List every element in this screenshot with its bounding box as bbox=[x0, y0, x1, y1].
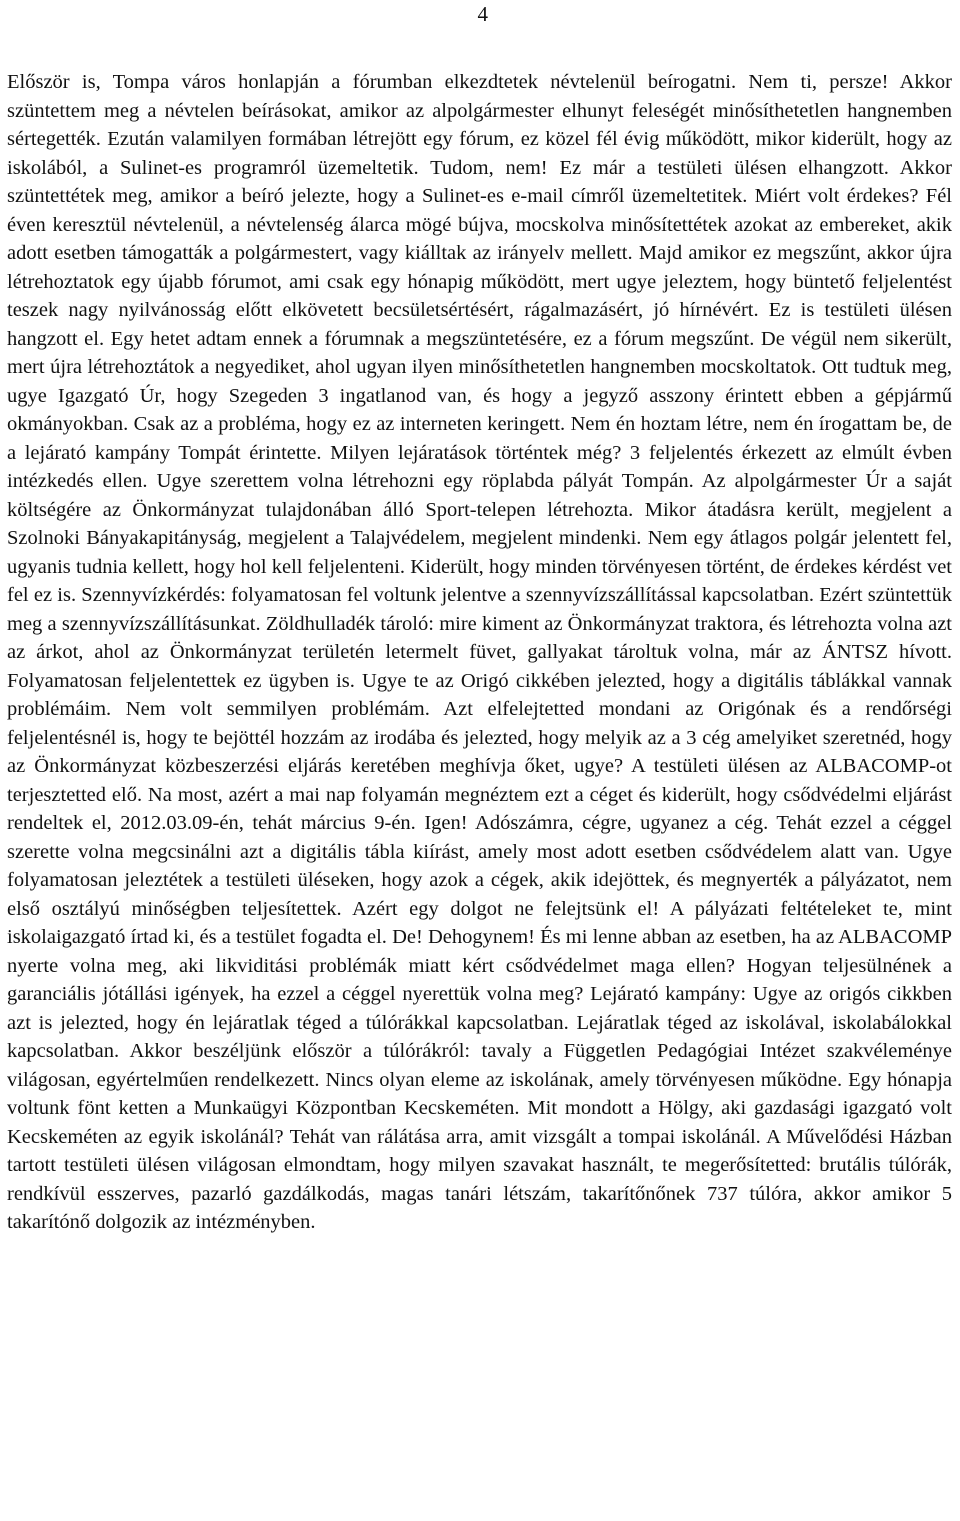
paragraph-segment-3: Fél éven keresztül névtelenül, a névtelenség álarca mögé bújva, mocskolva minősítettétek azokat az embereket, akik adott esetben támogatták a polgármestert, vagy kiálltak az irányelv mellett. Majd amikor ez megszűnt, akkor újra létrehoztatok egy újabb fórumot, ami csak egy hónapig működött, mert ugye jeleztem, hogy büntető feljelentést teszek nagy nyilvánosság előtt elkövetett becsületsértésért, rágalmazásért, jó hírnévért. Ez is testületi ülésen hangzott el. Egy hetet adtam ennek a fórumnak a megszüntetésére, ez a fórum megszűnt. De végül nem sikerült, mert újra létrehoztátok a negyediket, ahol ugyan ilyen minősíthetetlen hangnemben mocskoltatok. Ott tudtuk meg, ugye Igazgató Úr, hogy Szegeden 3 ingatlanod van, és hogy a jegyző asszony érintett ebben a gépjármű okmányokban. Csak az a probléma, hogy ez az interneten keringett. Nem én hoztam létre, nem én írogattam be, de a lejárató kampány Tompát érintette. Milyen lejáratások történtek még? 3 feljelentés érkezett az elmúlt évben intézkedés ellen. Ugye szerettem volna létrehozni egy röplabda pályát Tompán. Az alpolgármester Úr a saját költségére az Önkormányzat tulajdonában álló Sport-telepen létrehozta. Mikor átadásra került, megjelent a Szolnoki Bányakapitányság, megjelent a Talajvédelem, megjelent mindenki. Nem egy átlagos polgár jelentett fel, ugyanis tudnia kellett, hogy hol kell feljelenteni. Kiderült, hogy minden törvényesen történt, de érdekes kérdést vet fel ez is. Szennyvízkérdés: folyamatosan fel voltunk jelentve a szennyvízszállítással kapcsolatban. Ezért szüntettük meg a szennyvízszállításunkat. Zöldhulladék tároló: mire kiment az Önkormányzat traktora, és létrehozta volna azt az árkot, ahol az Önkormányzat területén letermelt füvet, gallyakat tároltuk volna, már az ÁNTSZ hívott. Folyamatosan feljelentettek ez ügyben is. Ugye te az Origó cikkében jelezted, hogy a digitális táblákkal vannak problémáim. Nem volt semmilyen problémám. Azt elfelejtetted mondani az Origónak és a rendőrségi feljelentésnél is, hogy te bejöttél hozzám az irodába és jelezted, hogy melyik az a 3 cég amelyiket szeretnéd, hogy az Önkormányzat közbeszerzési eljárás keretében meghívja őket, ugye? A testületi ülésen az ALBACOMP-ot terjesztetted elő. Na most, azért a mai nap folyamán megnéztem ezt a céget és kiderült, hogy csődvédelmi eljárást rendeltek el, 2012.03.09-én, tehát március 9-én. Igen! Adószámra, cégre, ugyanez a cég. Tehát ezzel a céggel szerette volna megcsinálni azt a digitális tábla kiírást, amely most adott esetben csődvédelem alatt van. Ugye folyamatosan jeleztétek a testületi üléseken, hogy azok a cégek, akik idejöttek, és megnyerték a pályázatot, nem első osztályú minőségben teljesítettek. Azért egy dolgot ne felejtsünk el! A pályázati feltételeket te, mint iskolaigazgató írtad ki, és a testület fogadta el. De! Dehogynem! És mi lenne abban az esetben, ha az ALBACOMP nyerte volna meg, aki likviditási problémák miatt kért csődvédelmet maga ellen? Hogyan teljesülnének a garanciális jótállási igények, ha ezzel a céggel nyerettük volna meg? Lejárató kampány: Ugye az origós cikkben azt is jelezted, hogy én lejáratlak téged a túlórákkal kapcsolatban. Lejáratlak téged az iskolával, iskolabálokkal kapcsolatban. Akkor beszéljünk először a túlórákról: tavaly a Független Pedagógiai Intézet szakvéleménye világosan, egyértelműen rendelkezett. Nincs olyan eleme az iskolának, amely törvényesen működne. Egy hónapja voltunk fönt ketten a Munkaügyi Központban Kecskeméten. Mit mondott a Hölgy, aki gazdasági igazgató volt Kecskeméten az egyik iskolánál? Tehát van rálátása arra, amit vizsgált a tompai iskolánál. A Művelődési Házban tartott testületi ülésen világosan elmondtam, hogy milyen szavakat használt, te megerősítetted: brutális túlórák, rendkívül esszerves, pazarló gazdálkodás, magas tanári létszám, takarítőnőnek 737 túlóra, akkor amikor 5 takarítónő dolgozik az intézményben. bbox=[7, 185, 952, 1233]
paragraph-segment-1: Először is, Tompa város honlapján a fórumban elkezdtetek névtelenül beírogatni. Nem ti, persze! Akkor szüntettem meg a névtelen beírásokat, amikor az alpolgármester elhunyt feleségét minősíthetetlen hangnemben sértegették. bbox=[7, 71, 952, 150]
body-paragraph bbox=[7, 68, 952, 1237]
paragraph-segment-2: Ezután valamilyen formában létrejött egy fórum, ez közel fél évig működött, mikor kiderült, hogy az iskolából, a Sulinet-es programról üzemeltetik. Tudom, nem! Ez már a testületi ülésen elhangzott. Akkor szüntettétek meg, amikor a beíró jelezte, hogy a Sulinet-es e-mail címről üzemeltetitek. Miért volt érdekes? bbox=[7, 128, 952, 207]
page-number: 4 bbox=[477, 2, 488, 26]
